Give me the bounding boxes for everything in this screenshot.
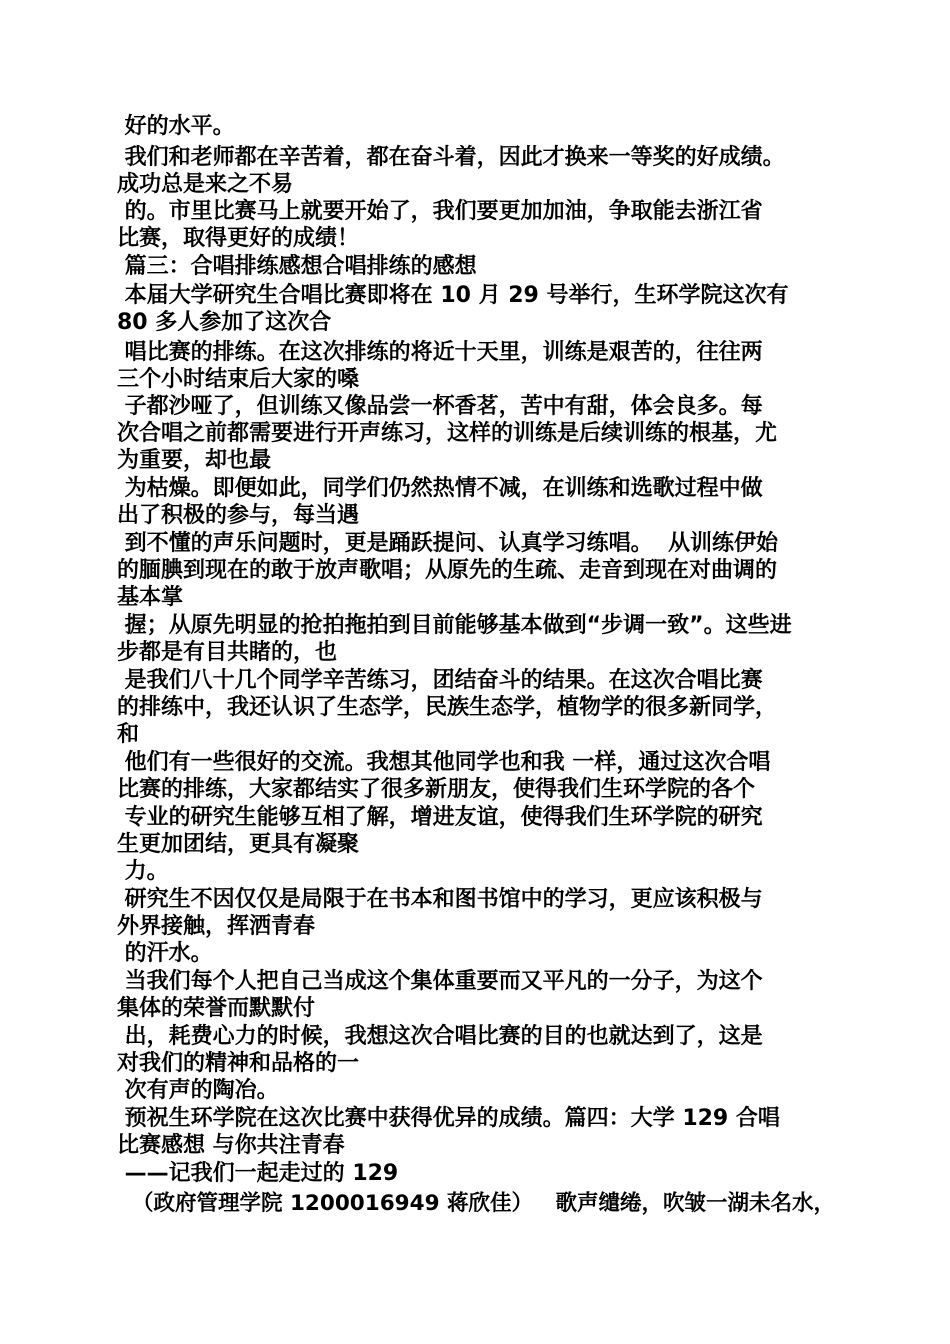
text-line: 握；从原先明显的抢拍拖拍到目前能够基本做到“步调一致”。这些进: [117, 613, 792, 638]
subtitle-line: ——记我们一起走过的 129: [117, 1161, 399, 1186]
text-line: 的汗水。: [117, 941, 213, 966]
text-line: 研究生不因仅仅是局限于在书本和图书馆中的学习，更应该积极与: [117, 887, 763, 912]
section-heading: 篇三：合唱排练感想合唱排练的感想: [117, 254, 477, 279]
text-line: 次有声的陶冶。: [117, 1078, 279, 1103]
text-line: 好的水平。: [117, 114, 235, 139]
text-line: 比赛的排练，大家都结实了很多新朋友，使得我们生环学院的各个: [117, 777, 756, 802]
text-line: 本届大学研究生合唱比赛即将在 10 月 29 号举行，生环学院这次有: [117, 283, 789, 308]
text-line: 和: [117, 722, 140, 747]
text-line: 的腼腆到现在的敢于放声歌唱；从原先的生疏、走音到现在对曲调的: [117, 558, 778, 583]
author-line: （政府管理学院 1200016949 蒋欣佳） 歌声缱绻，吹皱一湖未名水，: [117, 1191, 835, 1216]
text-line: 的。市里比赛马上就要开始了，我们要更加加油，争取能去浙江省: [117, 199, 763, 224]
section-heading: 比赛感想 与你共注青春: [117, 1133, 345, 1158]
text-line: 出，耗费心力的时候，我想这次合唱比赛的目的也就达到了，这是: [117, 1024, 763, 1049]
text-line: 他们有一些很好的交流。我想其他同学也和我 一样，通过这次合唱: [117, 750, 771, 775]
text-line: 外界接触，挥洒青春: [117, 914, 316, 939]
text-line: 子都沙哑了，但训练又像品尝一杯香茗，苦中有甜，体会良多。每: [117, 394, 763, 419]
text-line: 我们和老师都在辛苦着，都在奋斗着，因此才换来一等奖的好成绩。: [117, 145, 785, 170]
text-line: 专业的研究生能够互相了解，增进友谊，使得我们生环学院的研究: [117, 805, 763, 830]
text-line: 力。: [117, 859, 169, 884]
text-line: 的排练中，我还认识了生态学，民族生态学，植物学的很多新同学，: [117, 695, 778, 720]
text-line: 80 多人参加了这次合: [117, 310, 332, 335]
text-line: 到不懂的声乐问题时，更是踊跃提问、认真学习练唱。 从训练伊始: [117, 531, 778, 556]
text-line: 对我们的精神和品格的一: [117, 1051, 360, 1076]
text-line: 生更加团结，更具有凝聚: [117, 832, 360, 857]
text-line: 预祝生环学院在这次比赛中获得优异的成绩。篇四：大学 129 合唱: [117, 1106, 780, 1131]
text-line: 为枯燥。即便如此，同学们仍然热情不减，在训练和选歌过程中做: [117, 476, 763, 501]
text-line: 是我们八十几个同学辛苦练习，团结奋斗的结果。在这次合唱比赛: [117, 668, 763, 693]
text-line: 出了积极的参与，每当遇: [117, 503, 360, 528]
text-line: 成功总是来之不易: [117, 172, 294, 197]
text-line: 基本掌: [117, 585, 184, 610]
text-line: 三个小时结束后大家的嗓: [117, 367, 360, 392]
text-line: 集体的荣誉而默默付: [117, 996, 316, 1021]
text-line: 步都是有目共睹的，也: [117, 640, 338, 665]
text-line: 当我们每个人把自己当成这个集体重要而又平凡的一分子，为这个: [117, 969, 763, 994]
text-line: 比赛，取得更好的成绩！: [117, 226, 360, 251]
text-line: 为重要，却也最: [117, 448, 272, 473]
text-line: 唱比赛的排练。在这次排练的将近十天里，训练是艰苦的，往往两: [117, 340, 763, 365]
text-line: 次合唱之前都需要进行开声练习，这样的训练是后续训练的根基，尤: [117, 421, 778, 446]
